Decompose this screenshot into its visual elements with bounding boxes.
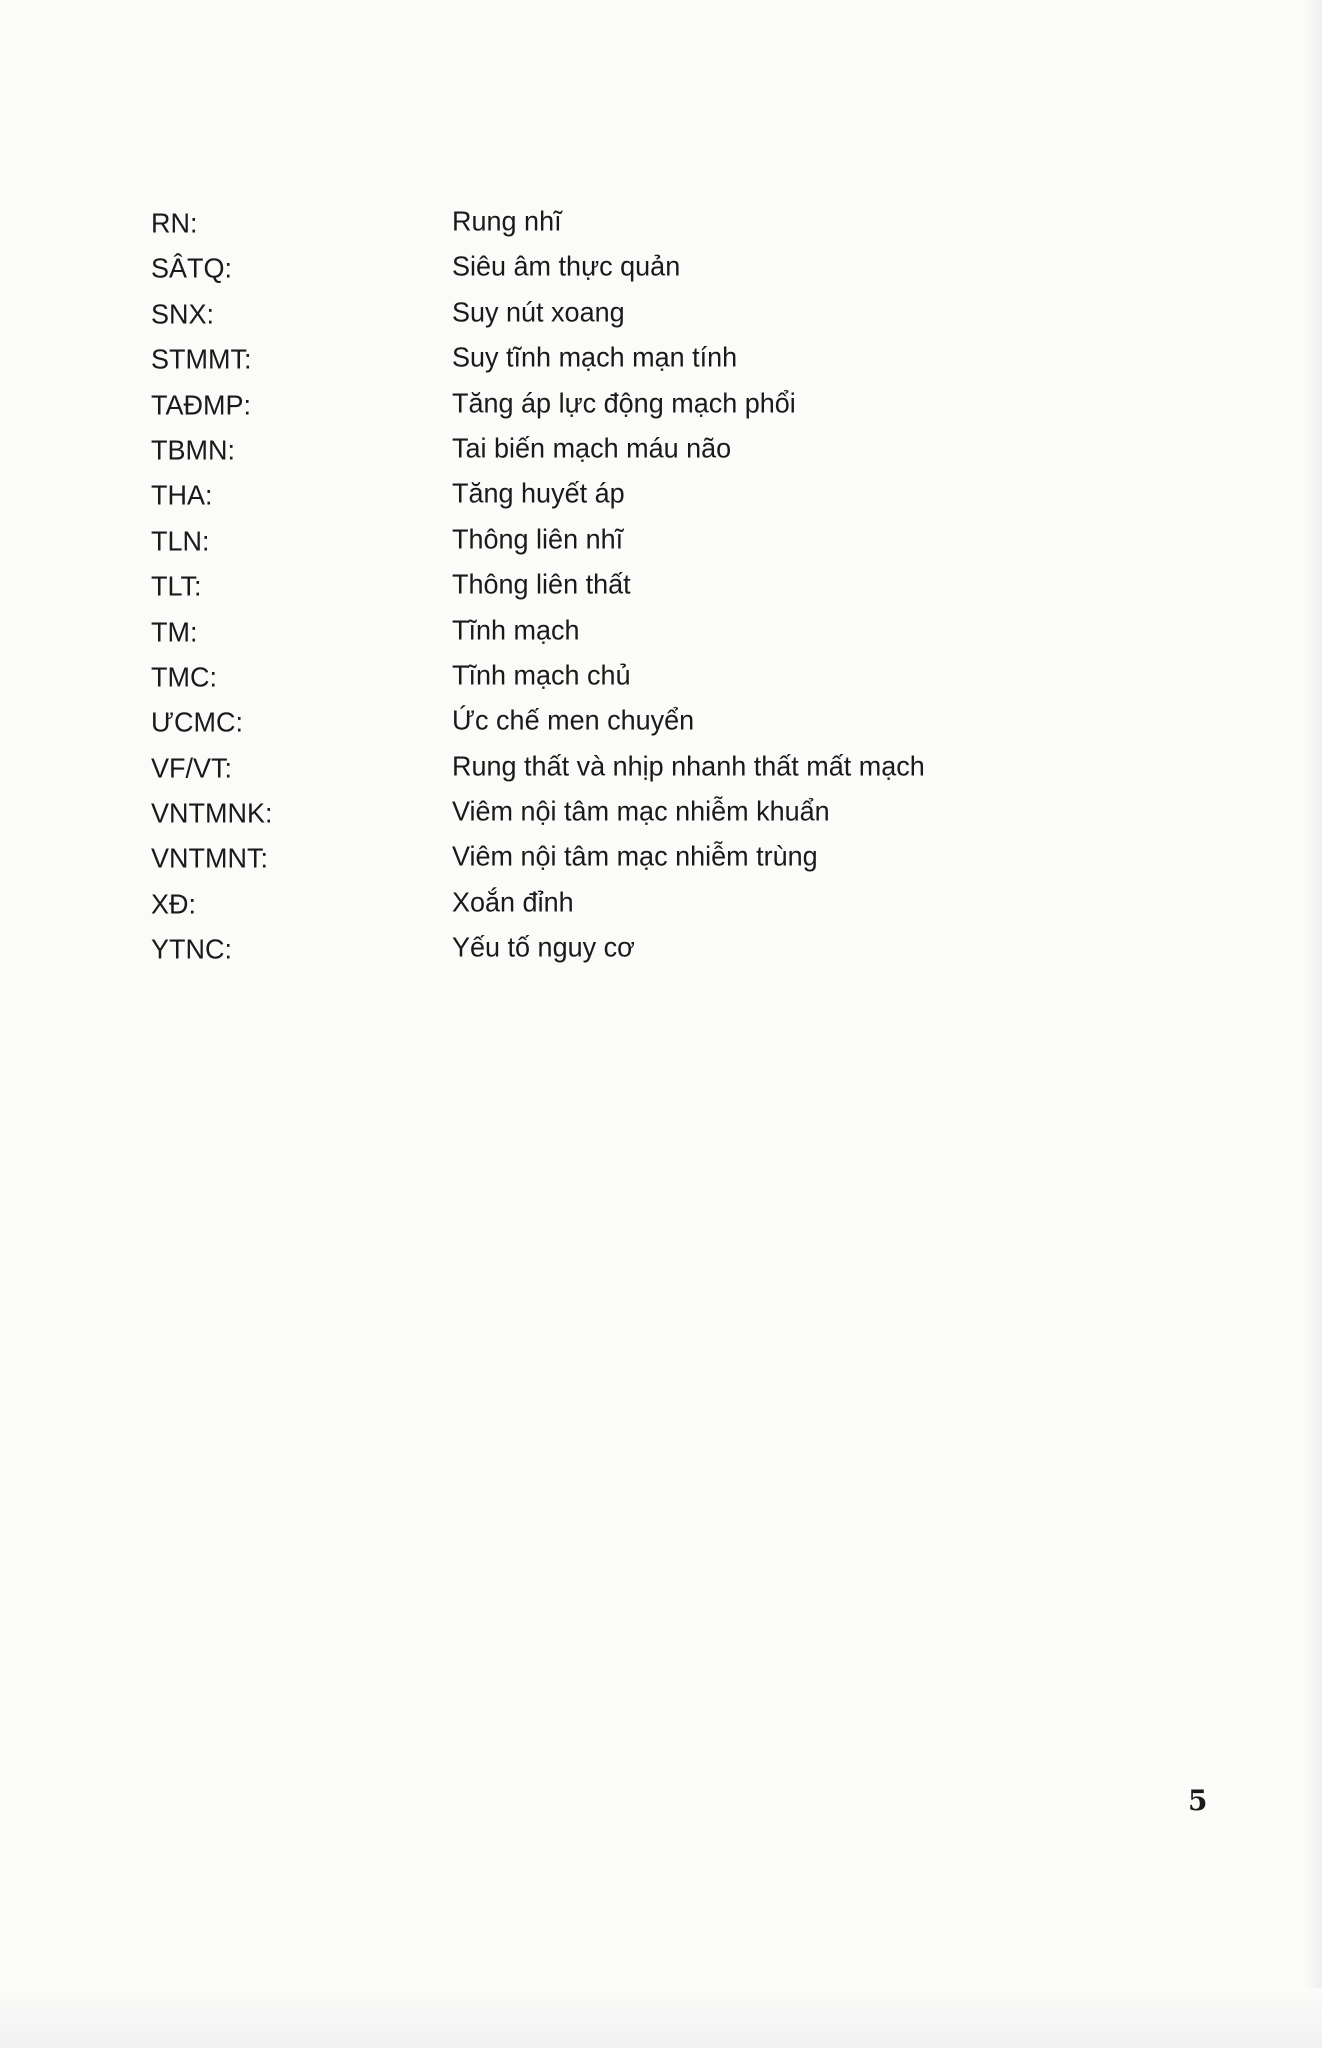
abbreviation-definition: Rung thất và nhịp nhanh thất mất mạch: [452, 750, 925, 782]
abbreviation-definition: Viêm nội tâm mạc nhiễm trùng: [452, 840, 818, 873]
abbreviation-row: [0, 927, 1322, 972]
abbreviation-definition: Thông liên nhĩ: [452, 523, 624, 555]
abbreviation-term: XĐ:: [151, 888, 197, 920]
abbreviation-row: [0, 700, 1322, 745]
abbreviation-definition: Tăng áp lực động mạch phổi: [452, 386, 796, 419]
abbreviation-term: TMC:: [151, 661, 217, 693]
abbreviation-row: [0, 519, 1322, 564]
abbreviation-row: [0, 246, 1322, 291]
abbreviation-row: [0, 201, 1322, 246]
abbreviation-row: [0, 292, 1322, 337]
abbreviation-row: [0, 428, 1322, 473]
abbreviation-term: VNTMNK:: [151, 797, 273, 829]
page-edge-bottom: [0, 1988, 1322, 2048]
abbreviation-definition: Tĩnh mạch chủ: [452, 659, 631, 691]
abbreviation-row: [0, 882, 1322, 927]
abbreviation-term: TAĐMP:: [151, 388, 251, 421]
abbreviation-term: STMMT:: [151, 343, 252, 375]
abbreviation-definition: Suy nút xoang: [452, 296, 625, 328]
abbreviation-definition: Thông liên thất: [452, 568, 631, 600]
abbreviation-term: TLN:: [151, 525, 210, 557]
abbreviation-definition: Yếu tố nguy cơ: [452, 931, 635, 963]
abbreviation-row: [0, 383, 1322, 428]
page-number: 5: [1188, 1784, 1208, 1817]
abbreviation-row: [0, 473, 1322, 518]
abbreviation-definition: Suy tĩnh mạch mạn tính: [452, 341, 738, 373]
abbreviation-term: SNX:: [151, 298, 215, 330]
abbreviation-definition: Ức chế men chuyển: [452, 704, 695, 736]
abbreviation-term: VNTMNT:: [151, 842, 268, 875]
abbreviation-term: SÂTQ:: [151, 252, 233, 284]
abbreviation-row: [0, 655, 1322, 700]
abbreviation-term: RN:: [151, 207, 198, 239]
abbreviation-row: [0, 610, 1322, 655]
abbreviation-term: YTNC:: [151, 933, 232, 965]
abbreviation-term: VF/VT:: [151, 752, 233, 784]
abbreviation-definition: Tăng huyết áp: [452, 477, 625, 509]
abbreviation-definition: Siêu âm thực quản: [452, 250, 681, 282]
abbreviation-definition: Xoắn đỉnh: [452, 886, 574, 918]
abbreviation-row: [0, 337, 1322, 382]
abbreviation-term: ƯCMC:: [151, 706, 244, 738]
abbreviation-row: [0, 564, 1322, 609]
abbreviation-term: TBMN:: [151, 434, 235, 466]
abbreviation-row: [0, 791, 1322, 836]
abbreviation-definition: Tai biến mạch máu não: [452, 432, 732, 464]
abbreviation-row: [0, 836, 1322, 881]
abbreviation-definition: Rung nhĩ: [452, 205, 562, 237]
abbreviation-term: TM:: [151, 615, 198, 648]
abbreviation-definition: Tĩnh mạch: [452, 613, 580, 646]
abbreviation-term: THA:: [151, 479, 213, 511]
abbreviation-row: [0, 746, 1322, 791]
abbreviation-term: TLT:: [151, 570, 202, 602]
abbreviation-definition: Viêm nội tâm mạc nhiễm khuẩn: [452, 795, 830, 827]
abbreviation-list: [0, 201, 1322, 973]
